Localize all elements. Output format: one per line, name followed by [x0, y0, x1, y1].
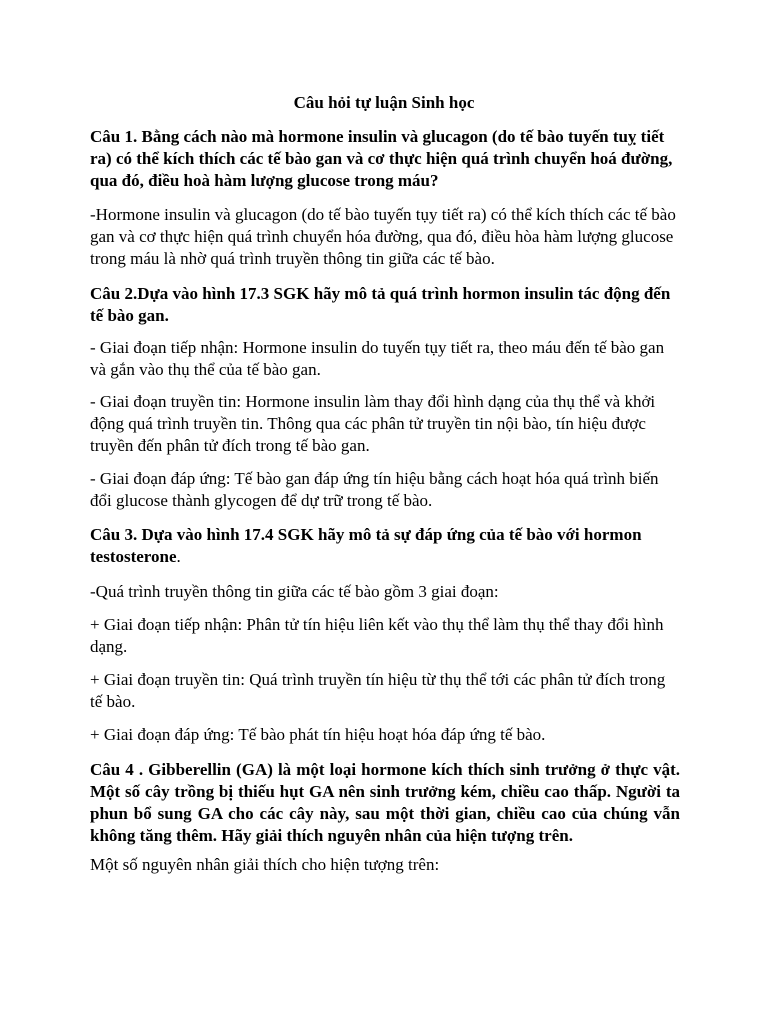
answer-3-reception: + Giai đoạn tiếp nhận: Phân tử tín hiệu liên kết vào thụ thể làm thụ thể thay đổi hình dạng.	[90, 615, 664, 656]
answer-3-intro: -Quá trình truyền thông tin giữa các tế bào gồm 3 giai đoạn:	[90, 582, 499, 601]
question-3	[90, 524, 680, 568]
answer-3-transduction: + Giai đoạn truyền tin: Quá trình truyền tín hiệu từ thụ thể tới các phân tử đích trong tế bào.	[90, 670, 666, 711]
question-3-period: .	[176, 547, 181, 566]
document-title: Câu hỏi tự luận Sinh học	[293, 93, 475, 112]
answer-1: -Hormone insulin và glucagon (do tế bào tuyến tụy tiết ra) có thể kích thích các tế bào gan và cơ thực hiện quá trình chuyển hóa đường, qua đó, điều hòa hàm lượng glucose trong máu là nhờ quá trình truyền thông tin giữa các tế bào.	[90, 205, 676, 268]
question-3-text: Câu 3. Dựa vào hình 17.4 SGK hãy mô tả sự đáp ứng của tế bào với hormon testosterone	[90, 525, 642, 566]
answer-2-response: - Giai đoạn đáp ứng: Tế bào gan đáp ứng tín hiệu bằng cách hoạt hóa quá trình biến đổi glucose thành glycogen để dự trữ trong tế bào.	[90, 469, 659, 510]
question-1: Câu 1. Bằng cách nào mà hormone insulin và glucagon (do tế bào tuyến tuỵ tiết ra) có thể kích thích các tế bào gan và cơ thực hiện quá trình chuyển hoá đường, qua đó, điều hoà hàm lượng glucose trong máu?	[90, 127, 673, 190]
answer-2-reception: - Giai đoạn tiếp nhận: Hormone insulin do tuyến tụy tiết ra, theo máu đến tế bào gan và gắn vào thụ thể của tế bào gan.	[90, 338, 665, 379]
question-2: Câu 2.Dựa vào hình 17.3 SGK hãy mô tả quá trình hormon insulin tác động đến tế bào gan.	[90, 284, 671, 325]
answer-3-response: + Giai đoạn đáp ứng: Tế bào phát tín hiệu hoạt hóa đáp ứng tế bào.	[90, 725, 546, 744]
question-4: Câu 4 . Gibberellin (GA) là một loại hormone kích thích sinh trưởng ở thực vật. Một số cây trồng bị thiếu hụt GA nên sinh trưởng kém, chiều cao thấp. Người ta phun bổ sung GA cho các cây này, sau một thời gian, chiều cao của chúng vẫn không tăng thêm. Hãy giải thích nguyên nhân của hiện tượng trên.	[90, 760, 680, 845]
answer-4: Một số nguyên nhân giải thích cho hiện tượng trên:	[90, 855, 440, 874]
answer-2-transduction: - Giai đoạn truyền tin: Hormone insulin làm thay đổi hình dạng của thụ thể và khởi động quá trình truyền tin. Thông qua các phân tử truyền tin nội bào, tín hiệu được truyền đến phân tử đích trong tế bào gan.	[90, 392, 656, 455]
